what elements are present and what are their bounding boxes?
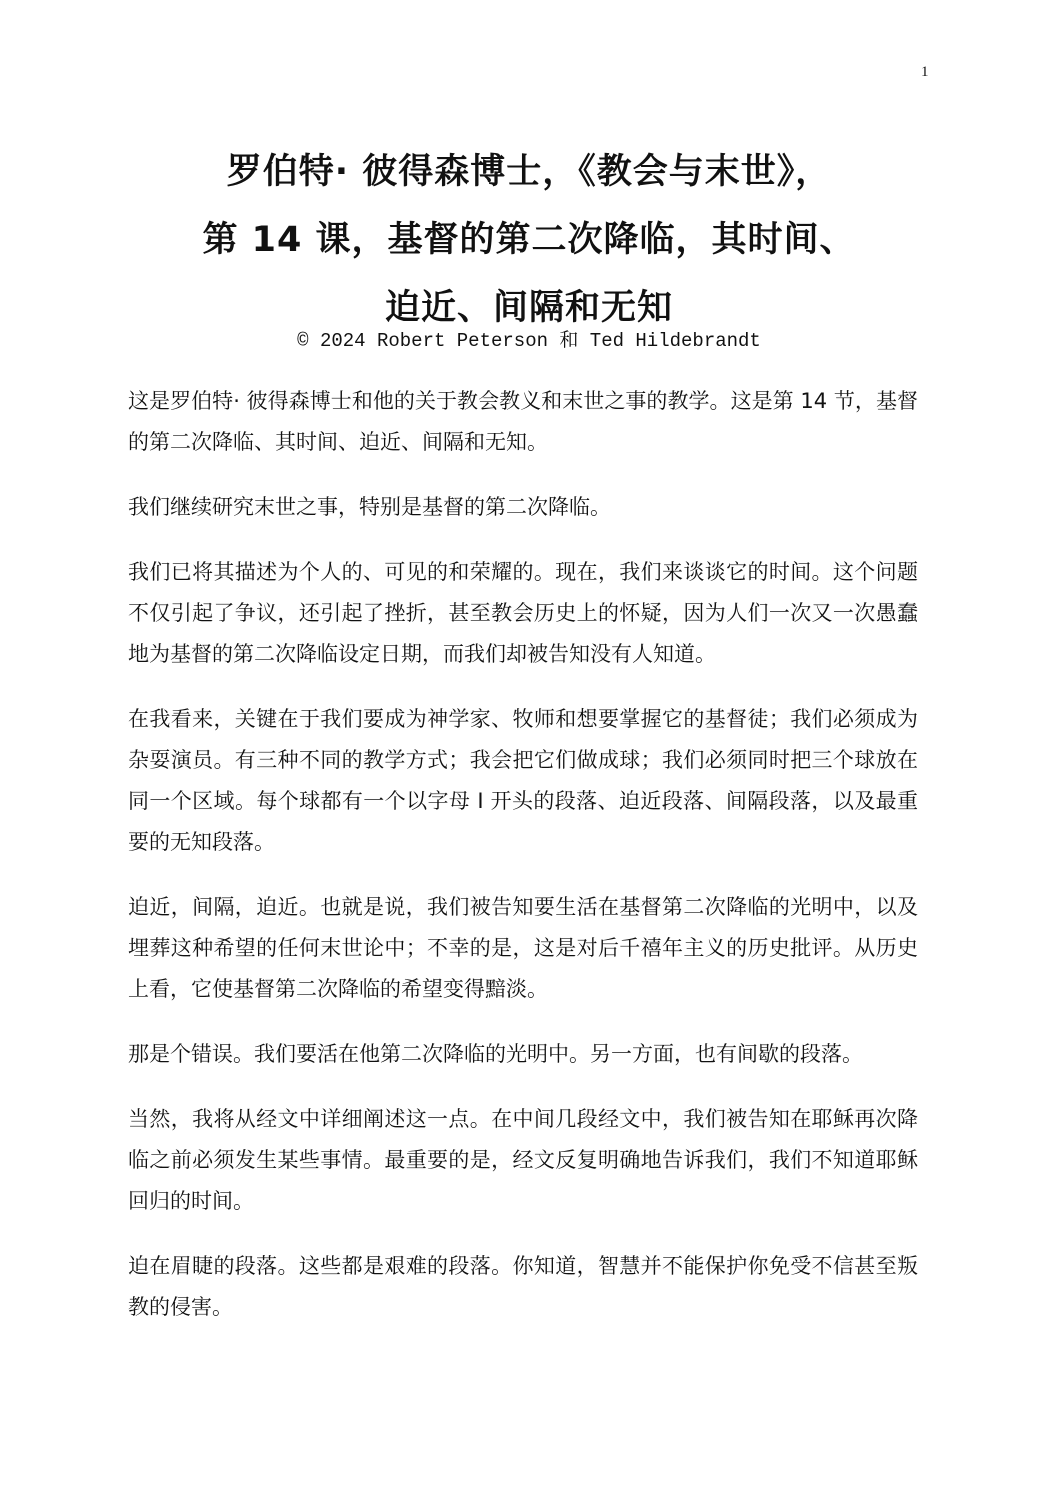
copyright-notice: © 2024 Robert Peterson 和 Ted Hildebrandt bbox=[297, 330, 761, 352]
paragraph: 迫在眉睫的段落。这些都是艰难的段落。你知道，智慧并不能保护你免受不信甚至叛教的侵害。 bbox=[128, 1254, 918, 1319]
paragraph: 那是个错误。我们要活在他第二次降临的光明中。另一方面，也有间歇的段落。 bbox=[128, 1042, 863, 1066]
paragraph: 这是罗伯特· 彼得森博士和他的关于教会教义和末世之事的教学。这是第 14 节，基督的第二次降临、其时间、迫近、间隔和无知。 bbox=[128, 389, 918, 454]
title-line-3: 迫近、间隔和无知 bbox=[384, 288, 673, 328]
paragraph: 我们继续研究末世之事，特别是基督的第二次降临。 bbox=[128, 495, 611, 519]
document-title bbox=[0, 138, 1058, 342]
paragraph: 当然，我将从经文中详细阐述这一点。在中间几段经文中，我们被告知在耶稣再次降临之前必须发生某些事情。最重要的是，经文反复明确地告诉我们，我们不知道耶稣回归的时间。 bbox=[128, 1107, 918, 1213]
paragraph: 我们已将其描述为个人的、可见的和荣耀的。现在，我们来谈谈它的时间。这个问题不仅引起了争议，还引起了挫折，甚至教会历史上的怀疑，因为人们一次又一次愚蠢地为基督的第二次降临设定日期，而我们却被告知没有人知道。 bbox=[128, 560, 918, 666]
paragraph: 在我看来，关键在于我们要成为神学家、牧师和想要掌握它的基督徒；我们必须成为杂耍演员。有三种不同的教学方式；我会把它们做成球；我们必须同时把三个球放在同一个区域。每个球都有一个以字母 I 开头的段落、迫近段落、间隔段落，以及最重要的无知段落。 bbox=[128, 707, 918, 854]
paragraph: 迫近，间隔，迫近。也就是说，我们被告知要生活在基督第二次降临的光明中，以及埋葬这种希望的任何末世论中；不幸的是，这是对后千禧年主义的历史批评。从历史上看，它使基督第二次降临的希望变得黯淡。 bbox=[128, 895, 918, 1001]
title-line-1: 罗伯特· 彼得森博士，《教会与末世》， bbox=[226, 152, 832, 192]
page-number: 1 bbox=[921, 64, 929, 80]
body-text bbox=[128, 381, 918, 1352]
title-line-2: 第 14 课，基督的第二次降临，其时间、 bbox=[202, 220, 856, 260]
